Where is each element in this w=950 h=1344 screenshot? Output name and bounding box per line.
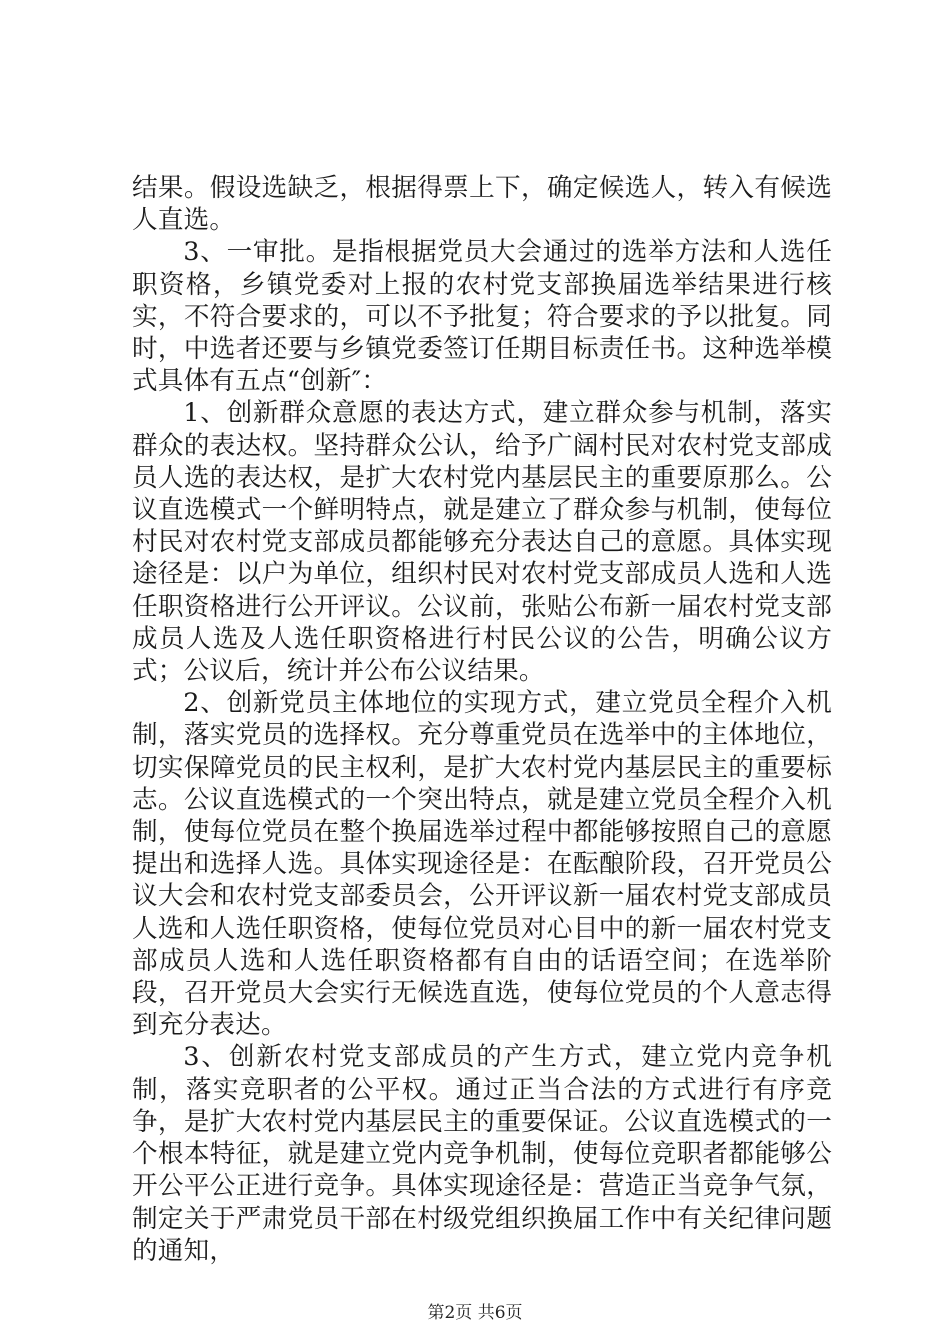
paragraph: 3、一审批。是指根据党员大会通过的选举方法和人选任职资格，乡镇党委对上报的农村党支部换届选举结果进行核实，不符合要求的，可以不予批复；符合要求的予以批复。同时，中选者还要与乡镇党委签订任期目标责任书。这种选举模式具体有五点“创新″：: [132, 237, 832, 397]
paragraph: 2、创新党员主体地位的实现方式，建立党员全程介入机制，落实党员的选择权。充分尊重党员在选举中的主体地位，切实保障党员的民主权利，是扩大农村党内基层民主的重要标志。公议直选模式的一个突出特点，就是建立党员全程介入机制，使每位党员在整个换届选举过程中都能够按照自己的意愿提出和选择人选。具体实现途径是：在酝酿阶段，召开党员公议大会和农村党支部委员会，公开评议新一届农村党支部成员人选和人选任职资格，使每位党员对心目中的新一届农村党支部成员人选和人选任职资格都有自由的话语空间；在选举阶段，召开党员大会实行无候选直选，使每位党员的个人意志得到充分表达。: [132, 688, 832, 1041]
paragraph: 1、创新群众意愿的表达方式，建立群众参与机制，落实群众的表达权。坚持群众公认，给予广阔村民对农村党支部成员人选的表达权，是扩大农村党内基层民主的重要原那么。公议直选模式一个鲜明特点，就是建立了群众参与机制，使每位村民对农村党支部成员都能够充分表达自己的意愿。具体实现途径是：以户为单位，组织村民对农村党支部成员人选和人选任职资格进行公开评议。公议前，张贴公布新一届农村党支部成员人选及人选任职资格进行村民公议的公告，明确公议方式；公议后，统计并公布公议结果。: [132, 398, 832, 687]
paragraph: 结果。假设选缺乏，根据得票上下，确定候选人，转入有候选人直选。: [132, 173, 832, 236]
paragraph: 3、创新农村党支部成员的产生方式，建立党内竞争机制，落实竞职者的公平权。通过正当合法的方式进行有序竞争，是扩大农村党内基层民主的重要保证。公议直选模式的一个根本特征，就是建立党内竞争机制，使每位竞职者都能够公开公平公正进行竞争。具体实现途径是：营造正当竞争气氛，制定关于严肃党员干部在村级党组织换届工作中有关纪律问题的通知，: [132, 1042, 832, 1266]
document-body: [132, 172, 832, 1267]
page-number-footer: 第2页 共6页: [427, 1303, 523, 1323]
